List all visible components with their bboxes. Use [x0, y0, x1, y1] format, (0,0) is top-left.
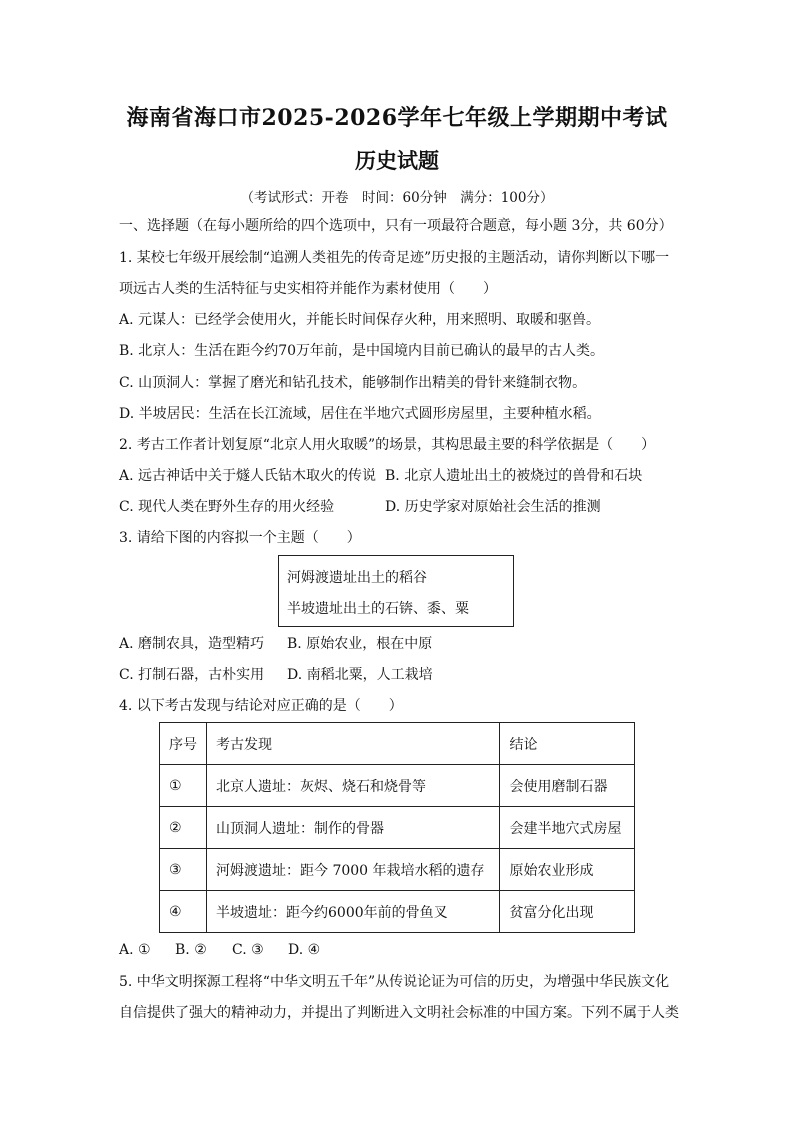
q2-option-c: C. 现代人类在野外生存的用火经验 [119, 499, 335, 515]
q4-options-row [119, 941, 320, 959]
q3-material-box [278, 555, 514, 627]
table-cell: ④ [160, 891, 207, 933]
q4-table [159, 722, 635, 933]
table-cell: 北京人遗址：灰烬、烧石和烧骨等 [207, 765, 500, 807]
table-row [160, 891, 635, 933]
q2-options-row2 [119, 498, 601, 516]
table-cell: 原始农业形成 [500, 849, 635, 891]
q5-stem-line2: 自信提供了强大的精神动力，并提出了判断进入文明社会标准的中国方案。下列不属于人类 [119, 1005, 679, 1021]
q3-option-d: D. 南稻北粟，人工栽培 [287, 667, 433, 683]
q3-box-line2: 半坡遗址出土的石锛、黍、粟 [287, 601, 469, 617]
q1-stem-line1: 1. 某校七年级开展绘制“追溯人类祖先的传奇足迹”历史报的主题活动，请你判断以下哪一 [119, 250, 670, 266]
table-cell: 会使用磨制石器 [500, 765, 635, 807]
table-cell: ③ [160, 849, 207, 891]
q1-option-d: D. 半坡居民：生活在长江流域，居住在半地穴式圆形房屋里，主要种植水稻。 [119, 406, 601, 422]
q4-option-c: C. ③ [232, 942, 264, 958]
q4-stem: 4. 以下考古发现与结论对应正确的是（ ） [119, 698, 403, 714]
table-header-row [160, 723, 635, 765]
q4-option-b: B. ② [175, 942, 207, 958]
table-header-cell: 结论 [500, 723, 635, 765]
section-heading: 一、选择题（在每小题所给的四个选项中，只有一项最符合题意，每小题 3分，共 60分） [119, 218, 673, 234]
table-cell: 山顶洞人遗址：制作的骨器 [207, 807, 500, 849]
q3-option-b: B. 原始农业，根在中原 [287, 636, 433, 652]
table-header-cell: 序号 [160, 723, 207, 765]
q1-stem-line2: 项远古人类的生活特征与史实相符并能作为素材使用（ ） [119, 281, 497, 297]
q4-option-d: D. ④ [288, 942, 321, 958]
q2-option-a: A. 远古神话中关于燧人氏钻木取火的传说 [119, 468, 377, 484]
q1-option-c: C. 山顶洞人：掌握了磨光和钻孔技术，能够制作出精美的骨针来缝制衣物。 [119, 375, 587, 391]
table-cell: 会建半地穴式房屋 [500, 807, 635, 849]
q5-stem-line1: 5. 中华文明探源工程将“中华文明五千年”从传说论证为可信的历史，为增强中华民族文化 [119, 974, 670, 990]
q3-option-c: C. 打制石器，古朴实用 [119, 667, 265, 683]
exam-subtitle: 历史试题 [355, 148, 439, 173]
q1-option-a: A. 元谋人：已经学会使用火，并能长时间保存火种，用来照明、取暖和驱兽。 [119, 312, 601, 328]
q2-options-row1 [119, 467, 642, 485]
q4-option-a: A. ① [119, 942, 151, 958]
table-cell: ① [160, 765, 207, 807]
table-cell: 贫富分化出现 [500, 891, 635, 933]
table-cell: ② [160, 807, 207, 849]
table-row [160, 765, 635, 807]
q1-option-b: B. 北京人：生活在距今约70万年前，是中国境内目前已确认的最早的古人类。 [119, 343, 605, 359]
q3-options-row1 [119, 635, 432, 653]
q2-option-b: B. 北京人遗址出土的被烧过的兽骨和石块 [385, 468, 643, 484]
q2-option-d: D. 历史学家对原始社会生活的推测 [385, 499, 601, 515]
q2-stem: 2. 考古工作者计划复原“北京人用火取暖”的场景，其构思最主要的科学依据是（ ） [119, 437, 656, 453]
exam-title: 海南省海口市2025-2026学年七年级上学期期中考试 [126, 105, 668, 131]
table-row [160, 807, 635, 849]
q3-stem: 3. 请给下图的内容拟一个主题（ ） [119, 530, 361, 546]
q3-box-line1: 河姆渡遗址出土的稻谷 [287, 570, 427, 586]
q3-options-row2 [119, 666, 433, 684]
q3-option-a: A. 磨制农具，造型精巧 [119, 636, 265, 652]
table-row [160, 849, 635, 891]
table-header-cell: 考古发现 [207, 723, 500, 765]
exam-info: （考试形式：开卷 时间：60分钟 满分：100分） [240, 190, 554, 206]
table-cell: 半坡遗址：距今约6000年前的骨鱼叉 [207, 891, 500, 933]
table-cell: 河姆渡遗址：距今 7000 年栽培水稻的遗存 [207, 849, 500, 891]
